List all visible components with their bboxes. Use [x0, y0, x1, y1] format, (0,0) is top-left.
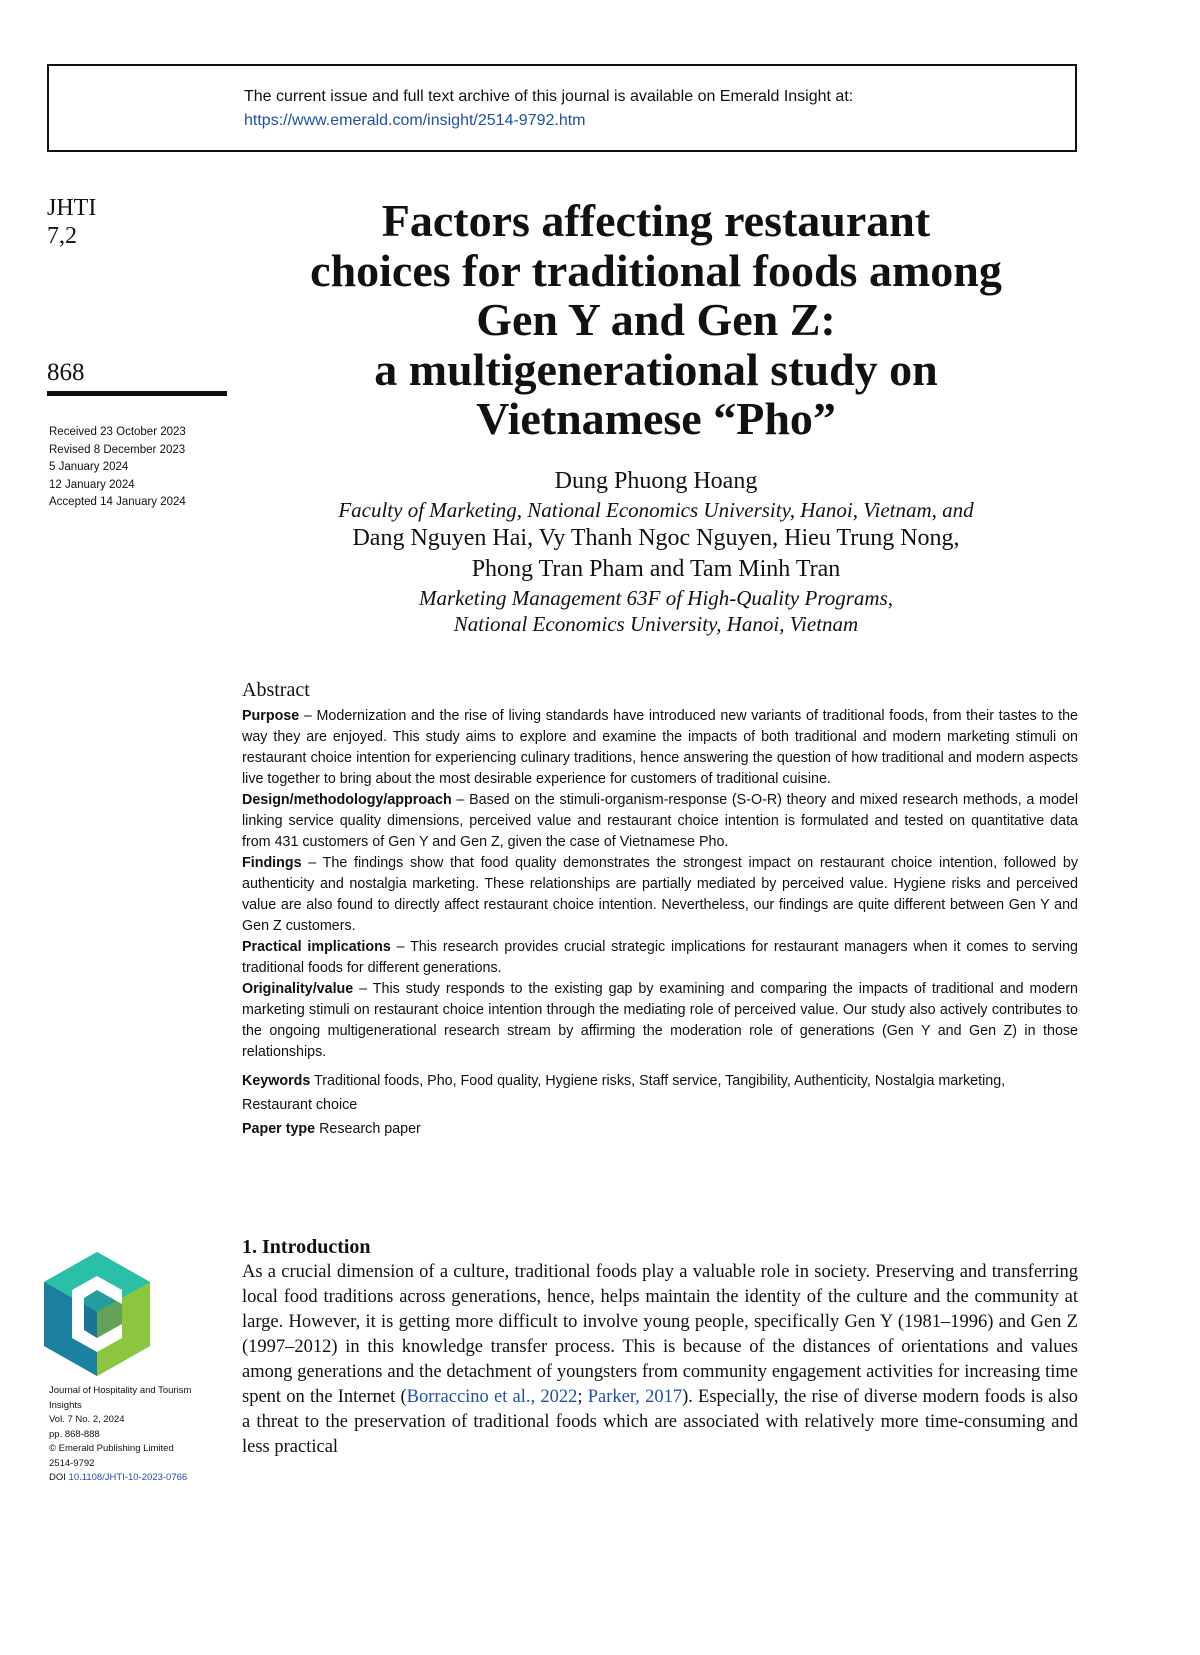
abstract-purpose [242, 706, 1078, 790]
intro-text-after: ). Especially, the rise of diverse modern foods is also a threat to the preservation of traditional foods which are associated with relatively more time-consuming and less practical [242, 1387, 1079, 1457]
abstract-heading: Abstract [242, 679, 310, 701]
title-line: choices for traditional foods among [310, 244, 1002, 296]
other-authors-line: Phong Tran Pham and Tam Minh Tran [471, 556, 841, 582]
introduction-heading: 1. Introduction [242, 1236, 371, 1258]
purpose-label: Purpose [242, 708, 300, 724]
paper-title [232, 196, 1080, 444]
notice-text-block [244, 85, 853, 133]
other-authors-affiliation: National Economics University, Hanoi, Vietnam [453, 612, 859, 636]
journal-abbrev: JHTI [47, 195, 97, 221]
title-line: Factors affecting restaurant [381, 195, 931, 246]
abstract-design [242, 790, 1078, 853]
volume-issue: Vol. 7 No. 2, 2024 [49, 1414, 125, 1425]
introduction-paragraph [242, 1260, 1078, 1460]
design-text: – Based on the stimuli-organism-response (S-O-R) theory and mixed research methods, a model linking service quality dimensions, perceived value and restaurant choice intention is formulated and tested on quantitative data from 431 customers of Gen Y and Gen Z, given the case of Vietnamese Pho. [242, 792, 1078, 850]
date-accepted: Accepted 14 January 2024 [49, 496, 186, 508]
citation-link[interactable]: Borraccino et al., 2022 [406, 1387, 578, 1407]
abstract-practical [242, 937, 1078, 979]
page-number-rule [47, 391, 227, 396]
originality-label: Originality/value [242, 981, 354, 997]
date-revised-2: 5 January 2024 [49, 461, 129, 473]
author-block [232, 466, 1080, 637]
doi-label: DOI [49, 1472, 69, 1483]
journal-name-2: Insights [49, 1399, 82, 1411]
page-range: pp. 868-888 [49, 1428, 100, 1440]
findings-label: Findings [242, 855, 302, 871]
date-revised-3: 12 January 2024 [49, 478, 135, 491]
intro-text-before: As a crucial dimension of a culture, traditional foods play a valuable role in society. Preserving and transferring local food traditions across generations, hence, helps maintain the identity of the culture and the community at large. However, it is getting more difficult to involve young people, specifically Gen Y (1981–1996) and Gen Z (1997–2012) in this knowledge transfer process. This is because of the distances of orientations and values among generations and the detachment of youngsters from community engagement activities for increasing time spent on the Internet ( [242, 1262, 1078, 1407]
doi-link[interactable]: 10.1108/JHTI-10-2023-0766 [68, 1472, 188, 1483]
abstract-section [242, 678, 1078, 1141]
title-line: Vietnamese “Pho” [476, 393, 836, 444]
paper-type-label: Paper type [242, 1121, 316, 1137]
publisher: © Emerald Publishing Limited [49, 1443, 174, 1454]
citation-separator: ; [577, 1387, 588, 1407]
emerald-logo-icon [42, 1250, 152, 1380]
publication-info [49, 1384, 191, 1486]
other-authors-line: Dang Nguyen Hai, Vy Thanh Ngoc Nguyen, Hieu Trung Nong, [352, 525, 960, 551]
first-author: Dung Phuong Hoang [554, 468, 758, 494]
keywords [242, 1069, 1078, 1117]
title-line: Gen Y and Gen Z: [476, 294, 836, 345]
abstract-originality [242, 979, 1078, 1063]
notice-text: The current issue and full text archive of this journal is available on Emerald Insight at: [244, 88, 854, 105]
journal-code [47, 194, 96, 250]
practical-text: – This research provides crucial strategic implications for restaurant managers when it comes to serving traditional foods for different generations. [242, 939, 1078, 976]
issn: 2514-9792 [49, 1457, 95, 1469]
originality-text: – This study responds to the existing gap by examining and comparing the impacts of traditional and modern marketing stimuli on restaurant choice intention through the mediating role of perceived value. Our study also actively contributes to the ongoing multigenerational research stream by affirming the moderation role of generations (Gen Y and Gen Z) in those relationships. [242, 981, 1078, 1060]
journal-volume: 7,2 [47, 223, 77, 249]
date-received: Received 23 October 2023 [49, 426, 186, 438]
submission-dates [49, 424, 186, 512]
keywords-text: Traditional foods, Pho, Food quality, Hygiene risks, Staff service, Tangibility, Authenticity, Nostalgia marketing, Restaurant choice [242, 1073, 1006, 1113]
journal-name: Journal of Hospitality and Tourism [49, 1385, 192, 1396]
design-label: Design/methodology/approach [242, 792, 452, 808]
first-author-affiliation: Faculty of Marketing, National Economics University, Hanoi, Vietnam, and [338, 498, 974, 522]
citation-link[interactable]: Parker, 2017 [587, 1387, 683, 1407]
keywords-label: Keywords [242, 1073, 311, 1089]
paper-type-text: Research paper [315, 1121, 421, 1137]
journal-url-link[interactable]: https://www.emerald.com/insight/2514-9792.htm [244, 112, 586, 129]
other-authors-affiliation: Marketing Management 63F of High-Quality Programs, [419, 586, 893, 610]
page-number: 868 [47, 359, 85, 386]
practical-label: Practical implications [242, 939, 391, 955]
paper-type [242, 1117, 1078, 1141]
title-line: a multigenerational study on [374, 343, 938, 395]
journal-notice-box [47, 64, 1077, 152]
abstract-findings [242, 853, 1078, 937]
introduction-section [242, 1234, 1078, 1460]
date-revised: Revised 8 December 2023 [49, 443, 186, 456]
findings-text: – The findings show that food quality demonstrates the strongest impact on restaurant choice intention, followed by authenticity and nostalgia marketing. These relationships are partially mediated by perceived value. Hygiene risks and perceived value are also found to directly affect restaurant choice intention. Nevertheless, our findings are quite different between Gen Y and Gen Z customers. [242, 855, 1078, 934]
doi-line [49, 1471, 191, 1486]
purpose-text: – Modernization and the rise of living standards have introduced new variants of traditional foods, from their tastes to the way they are enjoyed. This study aims to explore and examine the impacts of both traditional and modern marketing stimuli on restaurant choice intention for experiencing culinary traditions, hence answering the question of how traditional and modern aspects live together to bring about the most desirable experience for customers of traditional cuisine. [242, 708, 1078, 787]
